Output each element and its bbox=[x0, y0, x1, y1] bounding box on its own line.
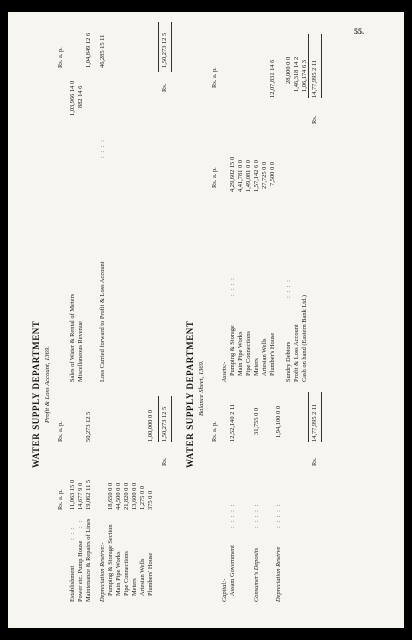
pl-col-head-right: Rs. a. p. bbox=[57, 47, 64, 68]
bs-subtitle: Balance Sheet, 1369. bbox=[198, 360, 205, 416]
pl-total-label: Rs. bbox=[161, 457, 168, 466]
total-rule bbox=[158, 22, 159, 72]
pl-right-total-label: Rs. bbox=[161, 83, 168, 92]
pl-dep-label-4: Meters bbox=[131, 578, 138, 596]
bs-total-label: Rs. bbox=[311, 457, 318, 466]
bs-capital-item: Assam Government bbox=[229, 545, 236, 596]
bs-asset-label-2: Main Pipe Works bbox=[237, 331, 244, 376]
bs-debtors-value: 28,000 0 0 bbox=[285, 56, 292, 84]
leader-dots: : : : bbox=[69, 526, 76, 540]
total-rule bbox=[171, 396, 172, 442]
bs-col-head-right: Rs. a. p. bbox=[211, 67, 218, 88]
leader-dots: : : : : : bbox=[229, 503, 236, 528]
total-rule bbox=[158, 396, 159, 442]
pl-loss-value: 46,285 15 11 bbox=[99, 34, 106, 68]
pl-left-label-2: Power etc. Pump House bbox=[77, 540, 84, 602]
leader-dots: : : : : bbox=[229, 277, 236, 296]
leader-dots: : : : : : bbox=[275, 503, 282, 528]
pl-dep-value-4: 13,600 0 0 bbox=[131, 482, 138, 510]
bs-cash-value: 1,06,174 6 3 bbox=[301, 60, 308, 92]
pl-dep-value-6: 375 0 0 bbox=[147, 490, 154, 510]
pl-dep-label-2: Main Pipe Works bbox=[115, 551, 122, 596]
bs-col-head-mid: Rs. a. p. bbox=[211, 167, 218, 188]
leader-dots: : : : : bbox=[99, 139, 106, 158]
pl-left-value-2: 14,677 9 0 bbox=[77, 482, 84, 510]
pl-left-value-1: 11,063 15 0 bbox=[69, 479, 76, 510]
pl-dep-value-2: 44,500 0 0 bbox=[115, 482, 122, 510]
bs-pl-value: 1,46,318 14 2 bbox=[293, 56, 300, 92]
total-rule bbox=[308, 34, 309, 98]
bs-assets-total: 12,07,831 14 6 bbox=[269, 59, 276, 98]
pl-right-subtotal: 1,04,849 12 6 bbox=[85, 32, 92, 68]
pl-dep-total: 1,00,000 0 0 bbox=[147, 410, 154, 442]
bs-debtors-label: Sundry Debtors bbox=[285, 341, 292, 382]
bs-asset-label-4: Meters bbox=[253, 358, 260, 376]
bs-pl-label: Profit & Loss Account bbox=[293, 324, 300, 382]
pl-dep-label-1: Pumping & Storage Section bbox=[107, 524, 114, 596]
bs-heading: WATER SUPPLY DEPARTMENT bbox=[185, 320, 195, 468]
pl-dep-heading: Depreciation Reserve:- bbox=[99, 542, 106, 602]
pl-subtitle: Profit & Loss Account, 1369. bbox=[44, 346, 51, 423]
pl-dep-label-5: Artesian Wells bbox=[139, 558, 146, 596]
rotated-content bbox=[8, 12, 404, 628]
bs-asset-value-4: 1,57,142 6 0 bbox=[253, 160, 260, 192]
bs-asset-value-5: 27,725 0 0 bbox=[261, 161, 268, 189]
bs-asset-value-2: 4,41,781 0 0 bbox=[237, 160, 244, 192]
page-number: 55. bbox=[354, 27, 364, 36]
pl-dep-label-6: Plumbers' House bbox=[147, 552, 154, 596]
pl-loss-label: Loss Carried forward to Profit & Loss Account bbox=[99, 261, 106, 382]
pl-left-value-3: 19,062 11 5 bbox=[85, 479, 92, 510]
leader-dots: : : : : bbox=[285, 279, 292, 298]
bs-dep-value: 1,94,100 0 0 bbox=[275, 406, 282, 438]
pl-right-label-1: Sales of Water & Rental of Meters bbox=[69, 293, 76, 382]
bs-asset-label-3: Pipe Connections bbox=[245, 331, 252, 376]
pl-dep-label-3: Pipe Connections bbox=[123, 551, 130, 596]
bs-cash-label: Cash on hand (Eastern Bank Ltd.) bbox=[301, 295, 308, 382]
pl-right-value-1: 1,03,966 14 0 bbox=[69, 80, 76, 116]
total-rule bbox=[171, 22, 172, 72]
bs-consumer-value: 31,755 0 0 bbox=[253, 407, 260, 435]
pl-right-value-2: 882 14 6 bbox=[77, 85, 84, 108]
pl-total-value: 1,50,273 12 5 bbox=[161, 406, 168, 442]
bs-capital-value: 12,52,140 2 11 bbox=[229, 403, 236, 442]
bs-right-total-value: 14,77,995 2 11 bbox=[311, 59, 318, 98]
bs-consumer-label: Consumer's Deposits bbox=[253, 547, 260, 602]
pl-dep-value-5: 1,275 0 0 bbox=[139, 486, 146, 510]
bs-assets-heading: Assets:- bbox=[221, 361, 228, 382]
pl-left-subtotal: 50,273 12 5 bbox=[85, 411, 92, 442]
total-rule bbox=[308, 392, 309, 442]
pl-dep-value-1: 18,650 0 0 bbox=[107, 482, 114, 510]
pl-right-label-2: Miscellaneous Revenue bbox=[77, 321, 84, 382]
bs-capital-heading: Capital:- bbox=[221, 578, 228, 602]
leader-dots: : : : : : bbox=[253, 503, 260, 528]
pl-heading: WATER SUPPLY DEPARTMENT bbox=[31, 320, 41, 468]
bs-dep-label: Depreciation Reserve bbox=[275, 546, 282, 602]
pl-col-head-mid: Rs. a. p. bbox=[57, 421, 64, 442]
bs-asset-label-5: Artesian Wells bbox=[261, 338, 268, 376]
bs-total-value: 14,77,995 2 11 bbox=[311, 403, 318, 442]
pl-left-label-1: Establishment bbox=[69, 565, 76, 602]
pl-col-head-left: Rs. a. p. bbox=[57, 489, 64, 510]
bs-asset-label-1: Pumping & Storage bbox=[229, 325, 236, 376]
pl-dep-value-3: 21,820 0 0 bbox=[123, 482, 130, 510]
total-rule bbox=[321, 34, 322, 98]
document-page bbox=[8, 12, 404, 628]
bs-col-head-left: Rs. a. p. bbox=[211, 421, 218, 442]
leader-dots: : : bbox=[77, 519, 84, 528]
bs-asset-value-6: 7,500 0 0 bbox=[269, 162, 276, 186]
pl-right-total-value: 1,50,273 12 5 bbox=[161, 32, 168, 68]
bs-asset-value-1: 4,29,602 15 0 bbox=[229, 156, 236, 192]
pl-left-label-3: Maintenance & Repairs of Lines bbox=[85, 518, 92, 602]
bs-asset-value-3: 1,49,081 0 0 bbox=[245, 160, 252, 192]
bs-right-total-label: Rs. bbox=[311, 115, 318, 124]
total-rule bbox=[321, 392, 322, 442]
bs-asset-label-6: Plumber's House bbox=[269, 332, 276, 376]
